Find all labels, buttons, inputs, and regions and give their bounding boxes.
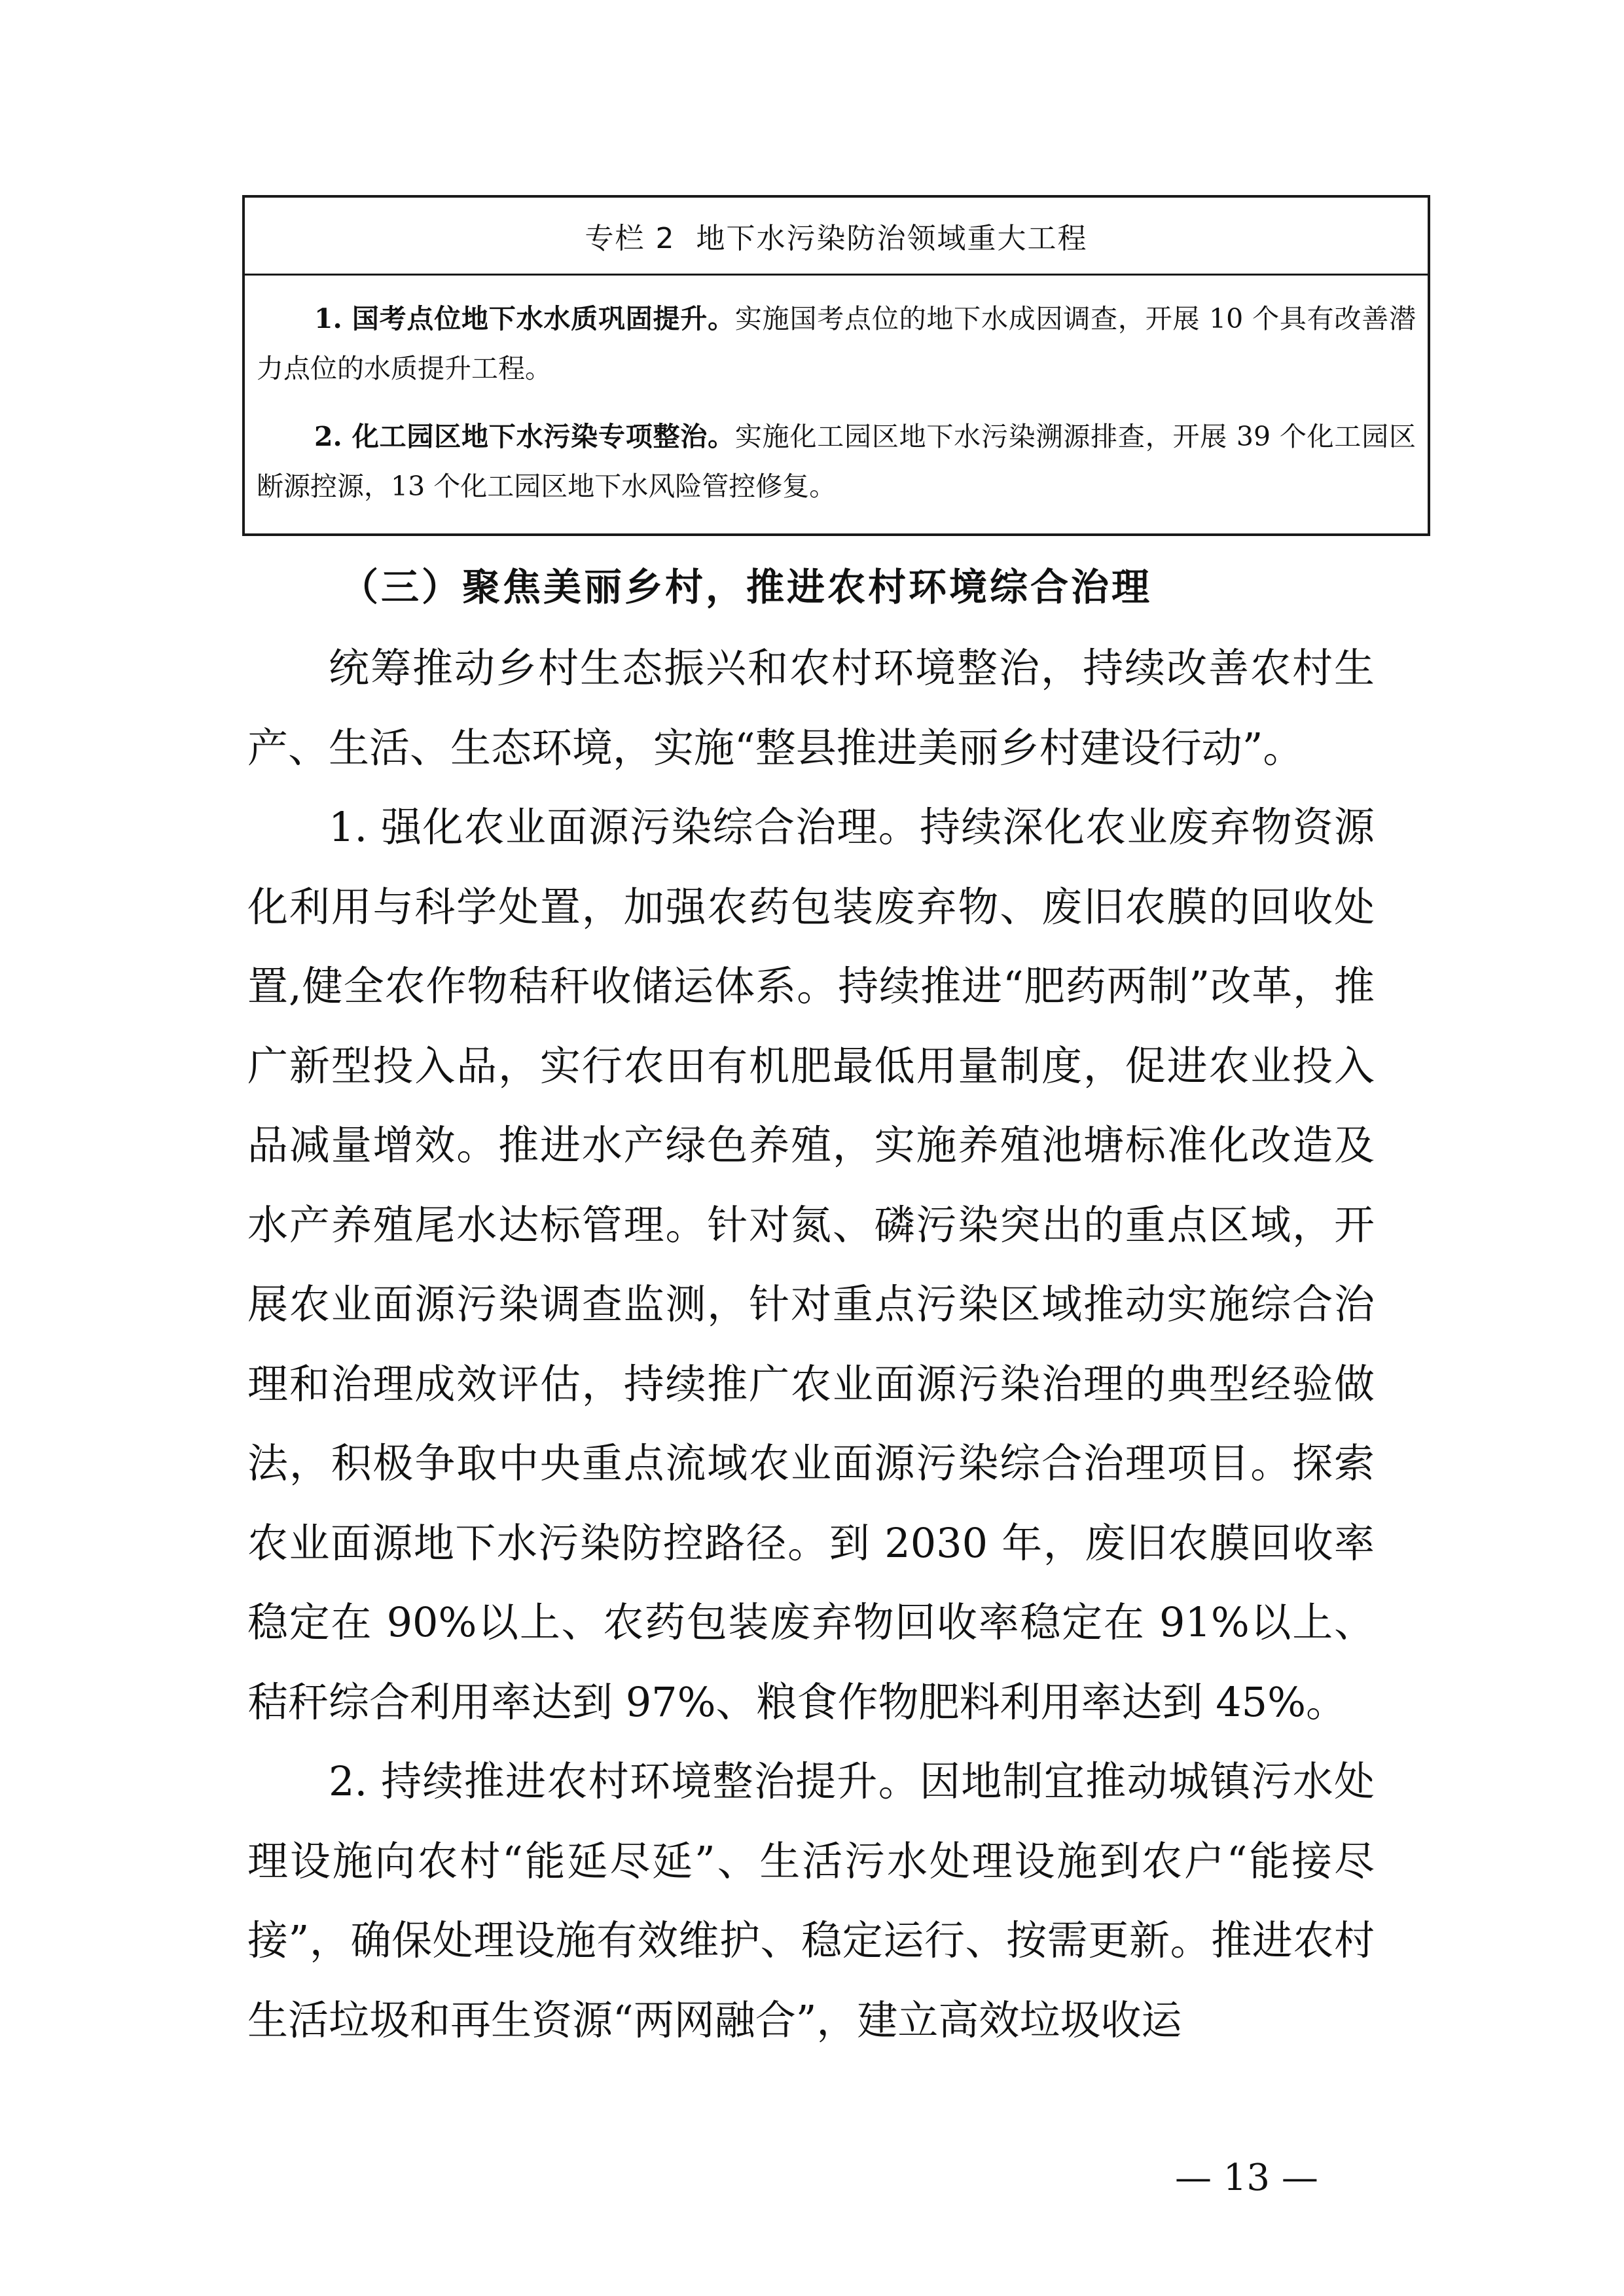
paragraph-rural-environment: 2. 持续推进农村环境整治提升。因地制宜推动城镇污水处理设施向农村“能延尽延”、生活污水处理设施到农户“能接尽接”，确保处理设施有效维护、稳定运行、按需更新。推进农村生活垃圾和再生资源“两网融合”，建立高效垃圾收运: [247, 1757, 1375, 2044]
body-text: [247, 628, 1375, 2060]
column-item-lead: 2. 化工园区地下水污染专项整治。: [314, 421, 735, 452]
project-column-box: [242, 195, 1430, 536]
column-item-text: 实施化工园区地下水污染溯源排查，开展 39 个化工园区断源控源，13 个化工园区地下水风险管控修复。: [257, 421, 1416, 502]
paragraph-agriculture: 1. 强化农业面源污染综合治理。持续深化农业废弃物资源化利用与科学处置，加强农药包装废弃物、废旧农膜的回收处置,健全农作物秸秆收储运体系。持续推进“肥药两制”改革，推广新型投入品，实行农田有机肥最低用量制度，促进农业投入品减量增效。推进水产绿色养殖，实施养殖池塘标准化改造及水产养殖尾水达标管理。针对氮、磷污染突出的重点区域，开展农业面源污染调查监测，针对重点污染区域推动实施综合治理和治理成效评估，持续推广农业面源污染治理的典型经验做法，积极争取中央重点流域农业面源污染综合治理项目。探索农业面源地下水污染防控路径。到 2030 年，废旧农膜回收率稳定在 90%以上、农药包装废弃物回收率稳定在 91%以上、秸秆综合利用率达到 97%、粮食作物肥料利用率达到 45%。: [247, 803, 1375, 1726]
column-item-lead: 1. 国考点位地下水水质巩固提升。: [314, 303, 735, 334]
column-body: [245, 276, 1428, 511]
column-item: [257, 294, 1416, 393]
column-title: [245, 198, 1428, 276]
column-item: [257, 412, 1416, 511]
page-number: — 13 —: [1175, 2157, 1318, 2199]
paragraph-intro: 统筹推动乡村生态振兴和农村环境整治，持续改善农村生产、生活、生态环境，实施“整县推进美丽乡村建设行动”。: [247, 644, 1375, 772]
column-title-text: 地下水污染防治领域重大工程: [696, 222, 1088, 255]
column-item-text: 实施国考点位的地下水成因调查，开展 10 个具有改善潜力点位的水质提升工程。: [257, 303, 1416, 384]
column-number: 专栏 2: [585, 222, 676, 255]
section-heading: （三）聚焦美丽乡村，推进农村环境综合治理: [340, 565, 1153, 609]
